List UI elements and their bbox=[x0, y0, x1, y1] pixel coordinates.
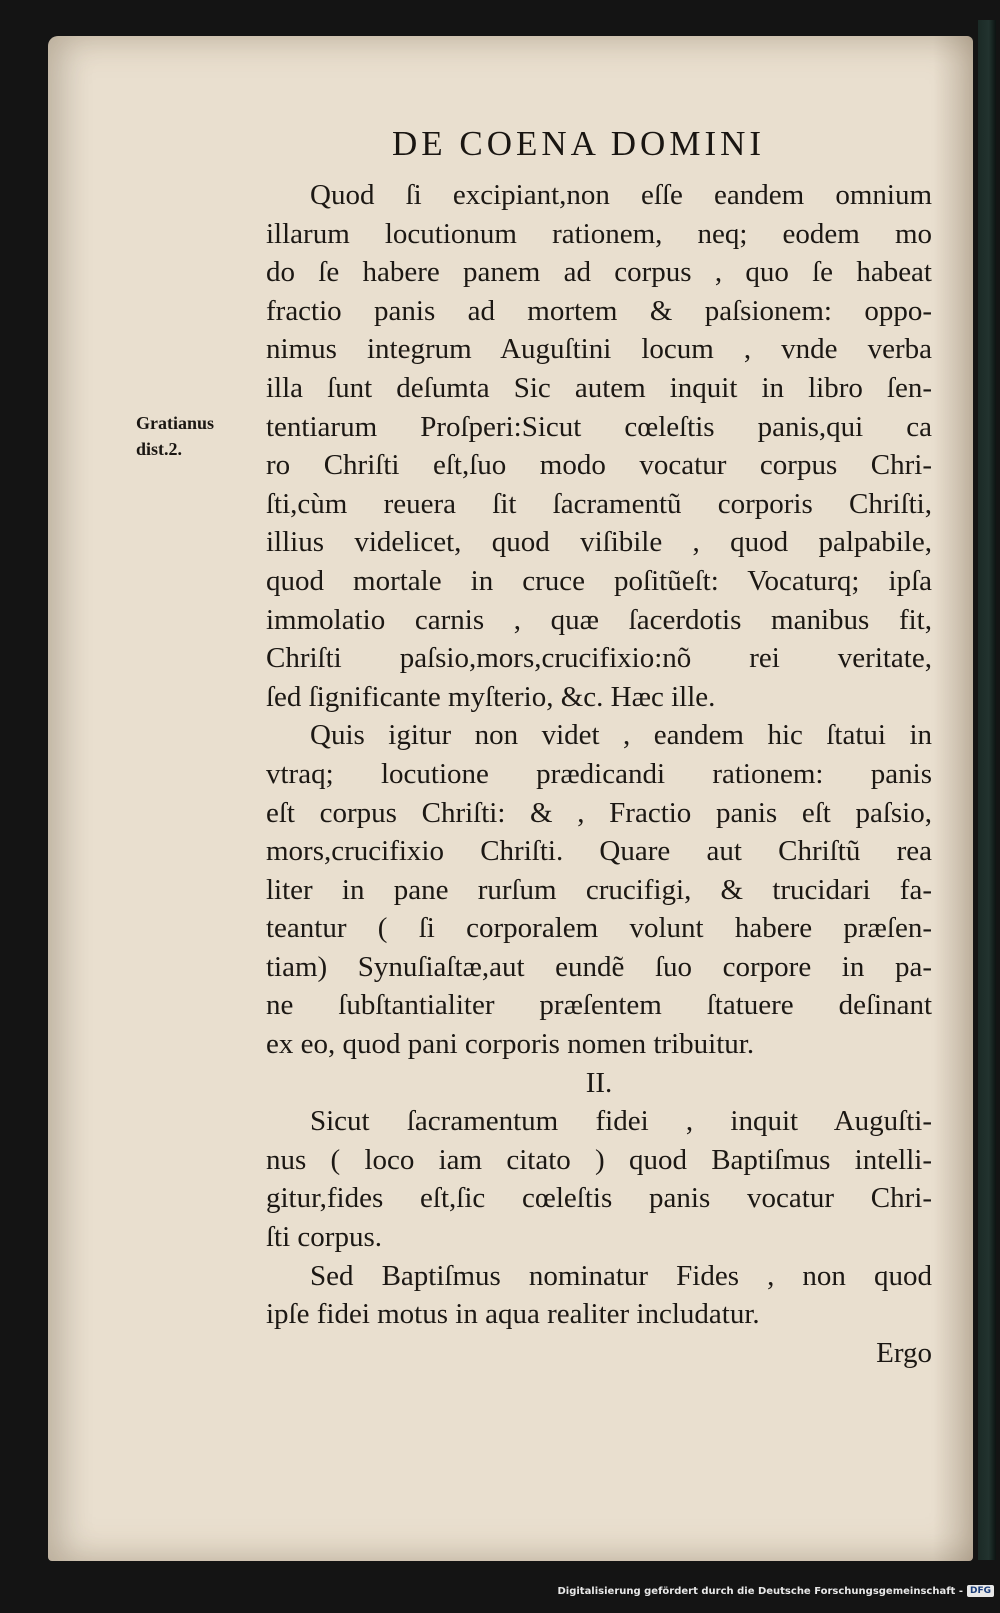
text-line: Sicut ſacramentum fidei , inquit Auguſti- bbox=[310, 1105, 932, 1138]
text-line: nimus integrum Auguſtini locum , vnde verba bbox=[266, 333, 932, 366]
dfg-logo: DFG bbox=[967, 1585, 994, 1597]
text-line: teantur ( ſi corporalem volunt habere præſen- bbox=[266, 912, 932, 945]
credit-text: Digitalisierung gefördert durch die Deutsche Forschungsgemeinschaft - bbox=[557, 1585, 963, 1597]
text-line: ne ſubſtantialiter præſentem ſtatuere deſinant bbox=[266, 989, 932, 1022]
marginal-note-line: dist.2. bbox=[136, 439, 183, 459]
text-line: Ergo bbox=[876, 1336, 932, 1369]
text-line: illius videlicet, quod viſibile , quod palpabile, bbox=[266, 526, 932, 559]
text-line: Chriſti paſsio,mors,crucifixio:nõ rei veritate, bbox=[266, 642, 932, 675]
marginal-note-line: Gratianus bbox=[136, 413, 215, 433]
text-line: tiam) Synuſiaſtæ,aut eundẽ ſuo corpore in pa- bbox=[266, 950, 932, 983]
text-line: liter in pane rurſum crucifigi, & trucidari fa- bbox=[266, 873, 932, 906]
running-head: DE COENA DOMINI bbox=[392, 124, 766, 163]
text-line: ex eo, quod pani corporis nomen tribuitur. bbox=[266, 1028, 755, 1061]
text-line: ſti,cùm reuera ſit ſacramentũ corporis Chriſti, bbox=[266, 487, 932, 520]
book-cover-edge bbox=[978, 20, 996, 1560]
text-line: gitur,fides eſt,ſic cœleſtis panis vocatur Chri- bbox=[266, 1182, 932, 1215]
text-line: Quis igitur non videt , eandem hic ſtatui in bbox=[310, 719, 932, 752]
text-line: II. bbox=[585, 1066, 613, 1099]
marginal-note bbox=[136, 410, 254, 462]
text-line: Quod ſi excipiant,non eſſe eandem omnium bbox=[310, 179, 932, 211]
text-line: ſed ſignificante myſterio, &c. Hæc ille. bbox=[266, 680, 716, 713]
text-line: quod mortale in cruce poſitũeſt: Vocaturq; ipſa bbox=[266, 564, 932, 597]
digitization-credit bbox=[557, 1585, 994, 1597]
text-line: fractio panis ad mortem & paſsionem: oppo- bbox=[266, 294, 932, 327]
text-line: eſt corpus Chriſti: & , Fractio panis eſt paſsio, bbox=[266, 796, 932, 829]
text-line: ſti corpus. bbox=[266, 1221, 382, 1254]
text-line: mors,crucifixio Chriſti. Quare aut Chriſtũ rea bbox=[266, 835, 932, 868]
text-line: tentiarum Proſperi:Sicut cœleſtis panis,qui ca bbox=[266, 410, 932, 443]
body-text bbox=[266, 176, 932, 1372]
text-line: ro Chriſti eſt,ſuo modo vocatur corpus Chri- bbox=[266, 449, 932, 482]
text-line: do ſe habere panem ad corpus , quo ſe habeat bbox=[266, 256, 932, 289]
text-line: immolatio carnis , quæ ſacerdotis manibus fit, bbox=[266, 603, 932, 636]
text-line: ipſe fidei motus in aqua realiter includatur. bbox=[266, 1298, 760, 1331]
text-line: illarum locutionum rationem, neq; eodem mo bbox=[266, 217, 932, 250]
text-line: Sed Baptiſmus nominatur Fides , non quod bbox=[310, 1259, 932, 1292]
text-line: nus ( loco iam citato ) quod Baptiſmus intelli- bbox=[266, 1143, 932, 1176]
text-line: illa ſunt deſumta Sic autem inquit in libro ſen- bbox=[266, 371, 932, 404]
text-line: vtraq; locutione prædicandi rationem: panis bbox=[266, 757, 932, 790]
